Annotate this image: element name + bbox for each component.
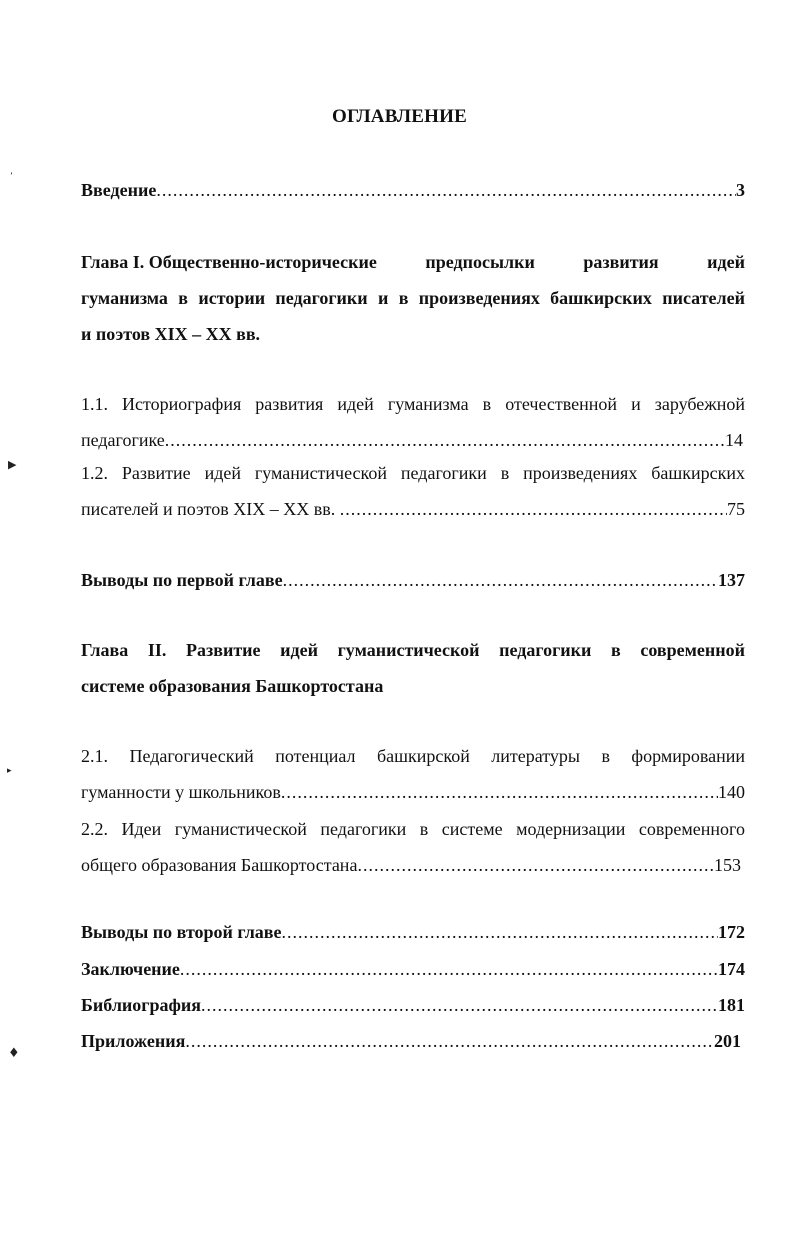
dot-leader (283, 562, 718, 598)
toc-entry-label: Выводы по второй главе (81, 922, 282, 942)
toc-entry-label: Библиография (81, 995, 202, 1015)
toc-section-2-2 (81, 811, 745, 883)
heading-word: идей (707, 252, 745, 272)
dot-leader (156, 172, 736, 208)
scan-mark: ʼ (10, 172, 13, 182)
toc-page-number: 140 (718, 782, 745, 802)
dot-leader (281, 774, 718, 810)
dot-leader (282, 914, 719, 950)
heading-word: предпосылки (425, 252, 535, 272)
heading-line: Глава II. Развитие идей гуманистической педагогики в современной (81, 640, 745, 660)
heading-word: Глава I. Общественно-исторические (81, 252, 377, 272)
dot-leader (180, 951, 718, 987)
toc-page-number: 137 (718, 570, 745, 590)
toc-entry-conclusion (81, 951, 745, 987)
toc-page-number: 153 (714, 855, 741, 875)
dot-leader (185, 1023, 714, 1059)
heading-line: системе образования Башкортостана (81, 676, 384, 696)
dot-leader (357, 847, 714, 883)
heading-line: гуманизма в истории педагогики и в произведениях башкирских писателей (81, 288, 745, 308)
toc-page-number: 181 (718, 995, 745, 1015)
toc-page-number: 3 (736, 180, 745, 200)
scan-mark: ▸ (7, 766, 12, 776)
toc-page-number: 14 (725, 430, 743, 450)
toc-page-number: 201 (714, 1031, 741, 1051)
dot-leader (201, 987, 718, 1023)
scan-mark: ▶ (8, 458, 17, 471)
toc-section-1-2 (81, 455, 745, 527)
dot-leader (340, 491, 727, 527)
toc-entry-label: Заключение (81, 959, 180, 979)
section-line: 1.1. Историография развития идей гуманизма в отечественной и зарубежной (81, 394, 745, 414)
section-line: 1.2. Развитие идей гуманистической педагогики в произведениях башкирских (81, 463, 745, 483)
toc-entry-appendices (81, 1023, 745, 1059)
toc-entry-bibliography (81, 987, 745, 1023)
heading-line: и поэтов XIX – XX вв. (81, 324, 261, 344)
toc-page-number: 172 (718, 922, 745, 942)
toc-entry-chapter-2-conclusion (81, 914, 745, 950)
toc-section-2-1 (81, 738, 745, 810)
toc-page-number: 75 (727, 499, 745, 519)
chapter-2-heading (81, 632, 745, 704)
toc-entry-label: Введение (81, 180, 157, 200)
chapter-1-heading (81, 244, 745, 352)
toc-section-1-1 (81, 386, 745, 458)
section-line: писателей и поэтов XIX – XX вв. (81, 499, 340, 519)
toc-entry-chapter-1-conclusion (81, 562, 745, 598)
scan-mark: ♦ (8, 1046, 20, 1061)
section-line: общего образования Башкортостана (81, 855, 358, 875)
toc-entry-label: Приложения (81, 1031, 186, 1051)
section-line: 2.2. Идеи гуманистической педагогики в системе модернизации современного (81, 819, 745, 839)
page-title: ОГЛАВЛЕНИЕ (332, 106, 467, 127)
section-line: педагогике (81, 430, 165, 450)
dot-leader (165, 422, 725, 458)
toc-entry-label: Выводы по первой главе (81, 570, 283, 590)
toc-page-number: 174 (718, 959, 745, 979)
toc-entry-intro (81, 172, 745, 208)
heading-word: развития (583, 252, 659, 272)
section-line: гуманности у школьников (81, 782, 281, 802)
section-line: 2.1. Педагогический потенциал башкирской литературы в формировании (81, 746, 745, 766)
